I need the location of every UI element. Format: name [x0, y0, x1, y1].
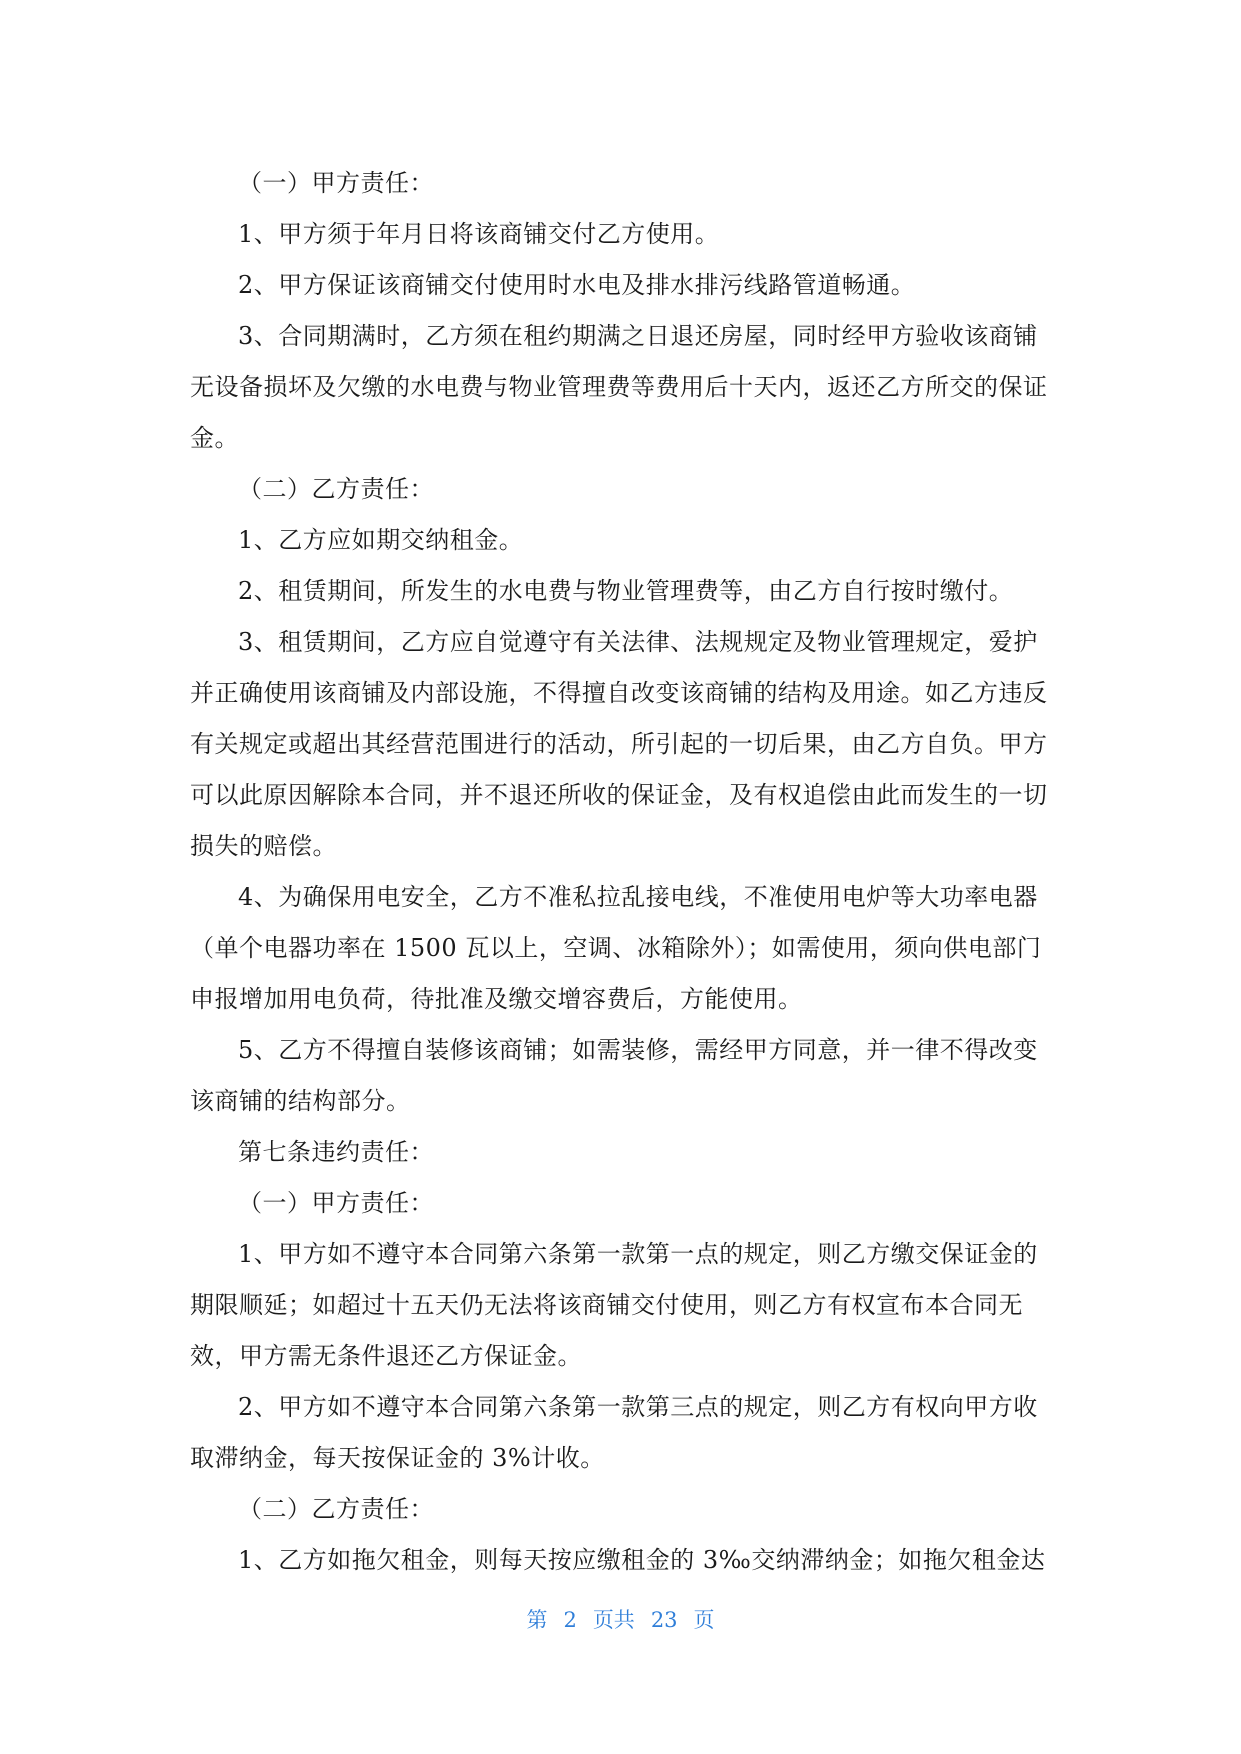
section-heading-party-a: （一）甲方责任： [238, 169, 434, 197]
footer-middle: 页共 [592, 1608, 635, 1632]
paragraph: 2、甲方如不遵守本合同第六条第一款第三点的规定，则乙方有权向甲方收取滞纳金，每天按保证金的 3%计收。 [190, 1393, 1038, 1472]
document-body [190, 158, 1060, 1586]
paragraph: 1、乙方如拖欠租金，则每天按应缴租金的 3‰交纳滞纳金；如拖欠租金达 [238, 1546, 1046, 1574]
footer-current-page: 2 [563, 1608, 577, 1632]
paragraph: 2、租赁期间，所发生的水电费与物业管理费等，由乙方自行按时缴付。 [238, 577, 1014, 605]
paragraph: 3、合同期满时，乙方须在租约期满之日退还房屋，同时经甲方验收该商铺无设备损坏及欠缴的水电费与物业管理费等费用后十天内，返还乙方所交的保证金。 [190, 322, 1048, 452]
paragraph: 2、甲方保证该商铺交付使用时水电及排水排污线路管道畅通。 [238, 271, 916, 299]
section-heading-party-b: （二）乙方责任： [238, 1495, 434, 1523]
page-number-footer [0, 1604, 1241, 1634]
paragraph: 4、为确保用电安全，乙方不准私拉乱接电线，不准使用电炉等大功率电器（单个电器功率在 1500 瓦以上，空调、冰箱除外）；如需使用，须向供电部门申报增加用电负荷，待批准及缴交增容费后，方能使用。 [190, 883, 1042, 1013]
paragraph: 3、租赁期间，乙方应自觉遵守有关法律、法规规定及物业管理规定，爱护并正确使用该商铺及内部设施，不得擅自改变该商铺的结构及用途。如乙方违反有关规定或超出其经营范围进行的活动，所引起的一切后果，由乙方自负。甲方可以此原因解除本合同，并不退还所收的保证金，及有权追偿由此而发生的一切损失的赔偿。 [190, 628, 1048, 860]
article-heading: 第七条违约责任： [238, 1138, 434, 1166]
footer-total-pages: 23 [650, 1608, 678, 1632]
section-heading-party-b: （二）乙方责任： [238, 475, 434, 503]
paragraph: 1、乙方应如期交纳租金。 [238, 526, 524, 554]
footer-suffix: 页 [693, 1608, 715, 1632]
paragraph: 1、甲方如不遵守本合同第六条第一款第一点的规定，则乙方缴交保证金的期限顺延；如超过十五天仍无法将该商铺交付使用，则乙方有权宣布本合同无效，甲方需无条件退还乙方保证金。 [190, 1240, 1038, 1370]
section-heading-party-a: （一）甲方责任： [238, 1189, 434, 1217]
paragraph: 5、乙方不得擅自装修该商铺；如需装修，需经甲方同意，并一律不得改变该商铺的结构部分。 [190, 1036, 1038, 1115]
footer-prefix: 第 [526, 1608, 548, 1632]
paragraph: 1、甲方须于年月日将该商铺交付乙方使用。 [238, 220, 720, 248]
